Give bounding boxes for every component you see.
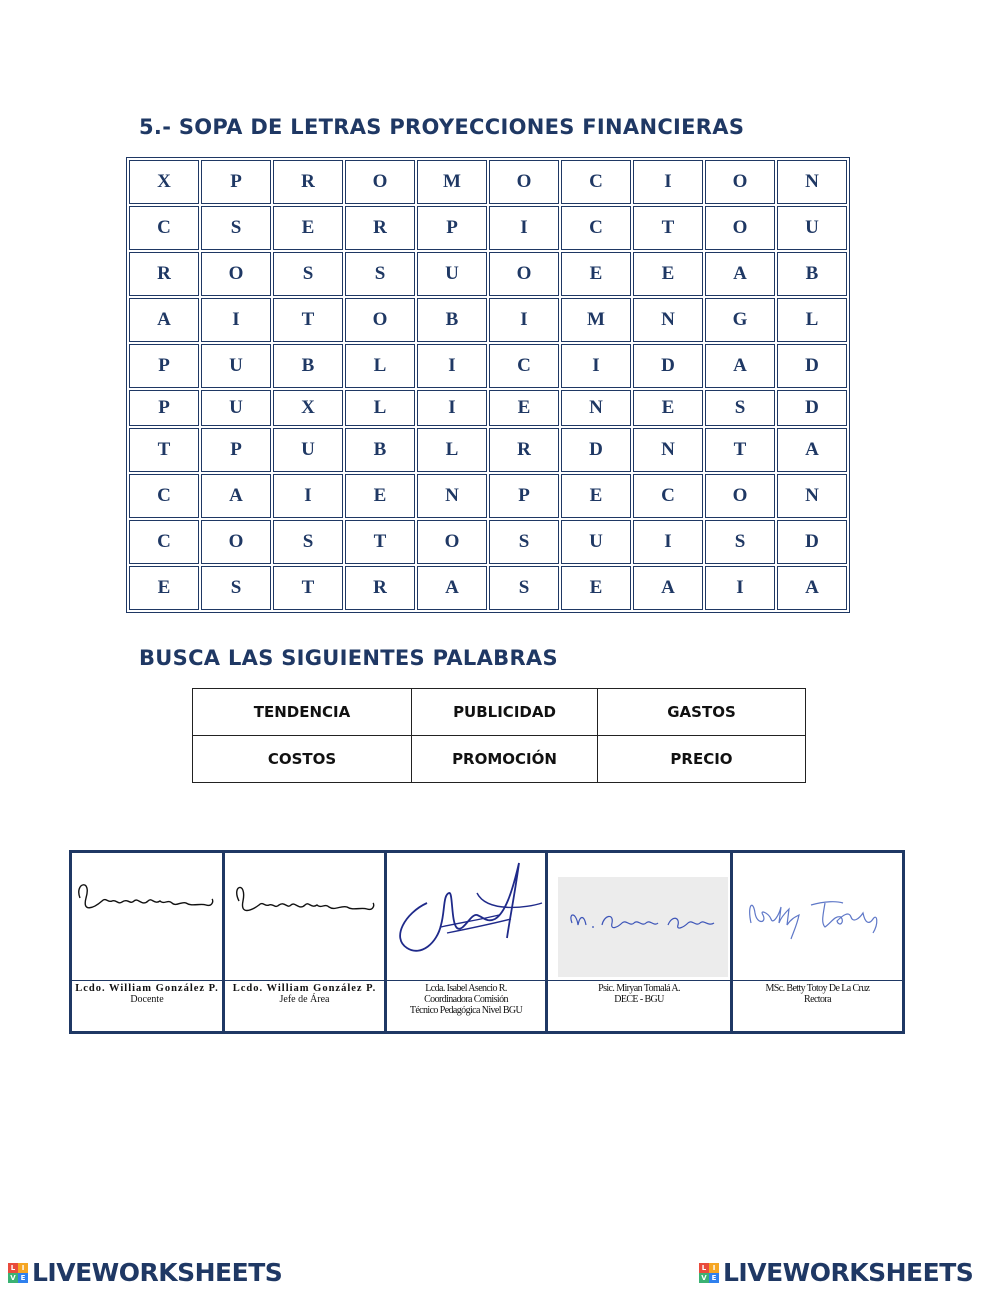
grid-letter-cell[interactable]: E xyxy=(561,252,631,296)
logo-icon-letter: V xyxy=(699,1273,709,1283)
grid-letter-cell[interactable]: L xyxy=(345,390,415,426)
grid-letter-cell[interactable]: U xyxy=(417,252,487,296)
word-cell: PUBLICIDAD xyxy=(412,689,598,736)
grid-letter-cell[interactable]: T xyxy=(633,206,703,250)
grid-letter-cell[interactable]: O xyxy=(345,160,415,204)
grid-row xyxy=(129,252,847,296)
grid-letter-cell[interactable]: T xyxy=(273,566,343,610)
signer-name: Lcdo. William González P. xyxy=(75,983,219,994)
grid-letter-cell[interactable]: G xyxy=(705,298,775,342)
grid-letter-cell[interactable]: I xyxy=(489,206,559,250)
word-cell: PRECIO xyxy=(598,736,806,783)
grid-letter-cell[interactable]: A xyxy=(705,252,775,296)
grid-letter-cell[interactable]: D xyxy=(777,520,847,564)
grid-row xyxy=(129,520,847,564)
grid-letter-cell[interactable]: L xyxy=(777,298,847,342)
grid-letter-cell[interactable]: A xyxy=(129,298,199,342)
grid-letter-cell[interactable]: M xyxy=(561,298,631,342)
grid-letter-cell[interactable]: S xyxy=(489,566,559,610)
grid-letter-cell[interactable]: C xyxy=(633,474,703,518)
grid-letter-cell[interactable]: T xyxy=(129,428,199,472)
liveworksheets-icon xyxy=(699,1263,719,1283)
grid-letter-cell[interactable]: E xyxy=(273,206,343,250)
word-cell: COSTOS xyxy=(193,736,412,783)
word-cell: GASTOS xyxy=(598,689,806,736)
grid-letter-cell[interactable]: M xyxy=(417,160,487,204)
grid-letter-cell[interactable]: S xyxy=(273,252,343,296)
grid-letter-cell[interactable]: E xyxy=(633,252,703,296)
signature-caption xyxy=(225,981,384,1031)
signer-name: MSc. Betty Totoy De La Cruz xyxy=(765,983,870,994)
grid-letter-cell[interactable]: E xyxy=(561,474,631,518)
grid-letter-cell[interactable]: D xyxy=(777,390,847,426)
grid-letter-cell[interactable]: P xyxy=(489,474,559,518)
signature-table xyxy=(69,850,905,1034)
grid-letter-cell[interactable]: P xyxy=(201,428,271,472)
grid-row xyxy=(129,566,847,610)
logo-text: LIVEWORKSHEETS xyxy=(32,1258,283,1287)
grid-letter-cell[interactable]: I xyxy=(417,344,487,388)
signer-role-line2: Técnico Pedagógica Nivel BGU xyxy=(409,1005,523,1016)
word-list-row xyxy=(193,689,806,736)
grid-letter-cell[interactable]: R xyxy=(129,252,199,296)
grid-letter-cell[interactable]: A xyxy=(777,428,847,472)
grid-letter-cell[interactable]: T xyxy=(345,520,415,564)
liveworksheets-icon xyxy=(8,1263,28,1283)
grid-letter-cell[interactable]: A xyxy=(417,566,487,610)
grid-letter-cell[interactable]: I xyxy=(633,520,703,564)
grid-letter-cell[interactable]: N xyxy=(777,160,847,204)
grid-letter-cell[interactable]: P xyxy=(417,206,487,250)
grid-letter-cell[interactable]: S xyxy=(705,390,775,426)
signature-block xyxy=(733,853,902,1031)
signature-caption xyxy=(72,981,222,1031)
grid-letter-cell[interactable]: U xyxy=(777,206,847,250)
grid-letter-cell[interactable]: O xyxy=(417,520,487,564)
grid-letter-cell[interactable]: N xyxy=(777,474,847,518)
signature-caption xyxy=(548,981,730,1031)
grid-letter-cell[interactable]: O xyxy=(489,160,559,204)
puzzle-title: 5.- SOPA DE LETRAS PROYECCIONES FINANCIERAS xyxy=(139,115,745,139)
grid-letter-cell[interactable]: R xyxy=(489,428,559,472)
grid-letter-cell[interactable]: I xyxy=(633,160,703,204)
grid-letter-cell[interactable]: I xyxy=(201,298,271,342)
signature-block xyxy=(548,853,733,1031)
grid-letter-cell[interactable]: E xyxy=(129,566,199,610)
grid-letter-cell[interactable]: N xyxy=(633,298,703,342)
grid-letter-cell[interactable]: T xyxy=(705,428,775,472)
grid-letter-cell[interactable]: E xyxy=(345,474,415,518)
grid-letter-cell[interactable]: U xyxy=(201,344,271,388)
grid-letter-cell[interactable]: X xyxy=(129,160,199,204)
grid-row xyxy=(129,160,847,204)
logo-icon-letter: E xyxy=(709,1273,719,1283)
grid-letter-cell[interactable]: I xyxy=(561,344,631,388)
grid-letter-cell[interactable]: D xyxy=(777,344,847,388)
grid-letter-cell[interactable]: P xyxy=(201,160,271,204)
grid-letter-cell[interactable]: N xyxy=(633,428,703,472)
grid-letter-cell[interactable]: U xyxy=(561,520,631,564)
grid-row xyxy=(129,428,847,472)
signature-caption xyxy=(733,981,902,1031)
grid-letter-cell[interactable]: B xyxy=(777,252,847,296)
logo-icon-letter: L xyxy=(8,1263,18,1273)
grid-row xyxy=(129,390,847,426)
grid-letter-cell[interactable]: O xyxy=(705,206,775,250)
signature-image xyxy=(72,853,222,981)
word-list-row xyxy=(193,736,806,783)
grid-letter-cell[interactable]: B xyxy=(417,298,487,342)
signature-image xyxy=(733,853,902,981)
grid-letter-cell[interactable]: L xyxy=(345,344,415,388)
grid-letter-cell[interactable]: D xyxy=(561,428,631,472)
grid-letter-cell[interactable]: O xyxy=(705,160,775,204)
grid-letter-cell[interactable]: U xyxy=(273,428,343,472)
word-cell: PROMOCIÓN xyxy=(412,736,598,783)
grid-row xyxy=(129,298,847,342)
grid-letter-cell[interactable]: S xyxy=(273,520,343,564)
grid-letter-cell[interactable]: P xyxy=(129,390,199,426)
logo-icon-letter: I xyxy=(18,1263,28,1273)
grid-letter-cell[interactable]: B xyxy=(273,344,343,388)
grid-letter-cell[interactable]: S xyxy=(705,520,775,564)
grid-letter-cell[interactable]: A xyxy=(201,474,271,518)
grid-letter-cell[interactable]: O xyxy=(201,252,271,296)
grid-letter-cell[interactable]: I xyxy=(705,566,775,610)
signer-role: Coordinadora Comisión xyxy=(424,994,508,1005)
grid-letter-cell[interactable]: N xyxy=(561,390,631,426)
signer-role: Jefe de Área xyxy=(279,994,330,1005)
signature-image xyxy=(225,853,384,981)
logo-icon-letter: I xyxy=(709,1263,719,1273)
signature-block xyxy=(225,853,387,1031)
grid-letter-cell[interactable]: R xyxy=(345,206,415,250)
signer-name: Lcdo. William González P. xyxy=(232,983,377,994)
grid-letter-cell[interactable]: S xyxy=(201,566,271,610)
signature-image xyxy=(548,853,730,981)
grid-letter-cell[interactable]: C xyxy=(561,160,631,204)
signature-caption xyxy=(387,981,545,1031)
grid-letter-cell[interactable]: C xyxy=(489,344,559,388)
grid-letter-cell[interactable]: C xyxy=(561,206,631,250)
grid-letter-cell[interactable]: L xyxy=(417,428,487,472)
logo-icon-letter: V xyxy=(8,1273,18,1283)
signer-role: Docente xyxy=(130,994,164,1005)
grid-letter-cell[interactable]: O xyxy=(345,298,415,342)
grid-letter-cell[interactable]: A xyxy=(705,344,775,388)
grid-letter-cell[interactable]: R xyxy=(345,566,415,610)
grid-letter-cell[interactable]: E xyxy=(633,390,703,426)
grid-letter-cell[interactable]: B xyxy=(345,428,415,472)
grid-letter-cell[interactable]: N xyxy=(417,474,487,518)
signature-block xyxy=(72,853,225,1031)
grid-row xyxy=(129,344,847,388)
grid-letter-cell[interactable]: I xyxy=(489,298,559,342)
grid-letter-cell[interactable]: E xyxy=(489,390,559,426)
grid-letter-cell[interactable]: C xyxy=(129,520,199,564)
word-list-table xyxy=(192,688,806,783)
word-cell: TENDENCIA xyxy=(193,689,412,736)
grid-letter-cell[interactable]: T xyxy=(273,298,343,342)
logo-text: LIVEWORKSHEETS xyxy=(723,1258,974,1287)
word-list-title: BUSCA LAS SIGUIENTES PALABRAS xyxy=(139,646,558,670)
logo-icon-letter: L xyxy=(699,1263,709,1273)
grid-letter-cell[interactable]: O xyxy=(489,252,559,296)
grid-letter-cell[interactable]: A xyxy=(777,566,847,610)
signer-role: DECE - BGU xyxy=(614,994,664,1005)
grid-letter-cell[interactable]: U xyxy=(201,390,271,426)
grid-letter-cell[interactable]: X xyxy=(273,390,343,426)
grid-letter-cell[interactable]: I xyxy=(273,474,343,518)
grid-row xyxy=(129,206,847,250)
grid-letter-cell[interactable]: C xyxy=(129,474,199,518)
grid-letter-cell[interactable]: O xyxy=(705,474,775,518)
grid-letter-cell[interactable]: S xyxy=(345,252,415,296)
grid-letter-cell[interactable]: R xyxy=(273,160,343,204)
liveworksheets-logo[interactable] xyxy=(8,1258,282,1287)
signer-name: Psic. Miryan Tomalá A. xyxy=(598,983,680,994)
grid-letter-cell[interactable]: P xyxy=(129,344,199,388)
grid-letter-cell[interactable]: E xyxy=(561,566,631,610)
grid-letter-cell[interactable]: S xyxy=(201,206,271,250)
word-search-grid xyxy=(126,157,850,613)
liveworksheets-logo[interactable] xyxy=(699,1258,973,1287)
grid-letter-cell[interactable]: C xyxy=(129,206,199,250)
logo-icon-letter: E xyxy=(18,1273,28,1283)
signature-block xyxy=(387,853,548,1031)
grid-letter-cell[interactable]: I xyxy=(417,390,487,426)
signature-image xyxy=(387,853,545,981)
signer-role: Rectora xyxy=(804,994,831,1005)
grid-letter-cell[interactable]: A xyxy=(633,566,703,610)
signer-name: Lcda. Isabel Asencio R. xyxy=(425,983,507,994)
grid-row xyxy=(129,474,847,518)
grid-letter-cell[interactable]: S xyxy=(489,520,559,564)
grid-letter-cell[interactable]: D xyxy=(633,344,703,388)
grid-letter-cell[interactable]: O xyxy=(201,520,271,564)
